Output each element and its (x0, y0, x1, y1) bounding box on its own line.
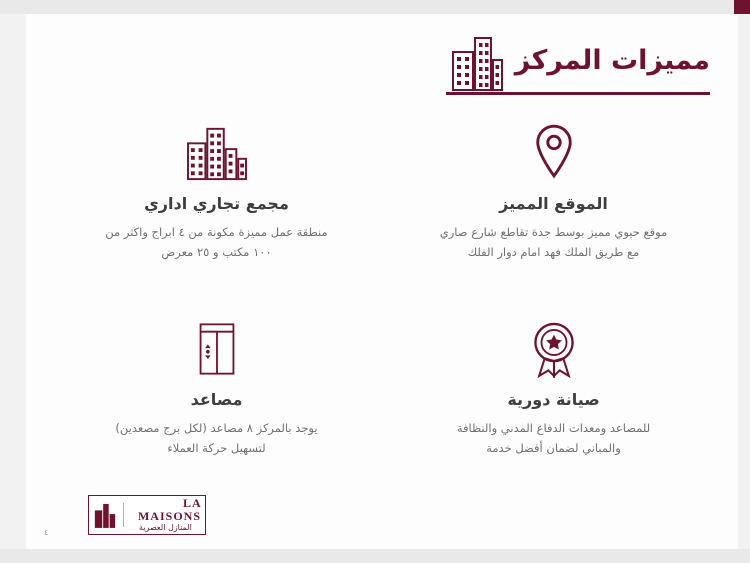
feature-elevators (60, 314, 373, 458)
logo-building-icon (93, 501, 117, 529)
feature-heading: الموقع المميز (499, 194, 608, 213)
page-number: ٤ (44, 528, 49, 537)
page-title-text: مميزات المركز (514, 45, 710, 77)
location-pin-icon (532, 118, 576, 182)
feature-body: موقع حيوي مميز بوسط جدة تقاطع شارع صاري مع طريق الملك فهد امام دوار الفلك (439, 225, 668, 260)
logo-text (130, 497, 201, 533)
logo-tagline: المنازل العصرية (139, 523, 192, 533)
right-edge-strip (738, 14, 750, 549)
feature-location (397, 118, 710, 262)
features-grid (60, 118, 710, 459)
feature-body: يوجد بالمركز ٨ مصاعد (لكل برج مصعدين) لتسهيل حركة العملاء (115, 421, 318, 456)
bottom-band (0, 549, 750, 563)
elevator-icon (196, 314, 238, 378)
corner-accent-bar (734, 0, 750, 14)
buildings-icon (449, 30, 505, 92)
left-edge-strip (0, 14, 26, 549)
feature-body: للمصاعد ومعدات الدفاع المدني والنظافة والمباني لضمان أفضل خدمة (456, 421, 651, 456)
feature-heading: مجمع تجاري اداري (144, 194, 289, 213)
page-title (449, 30, 710, 92)
logo-name: LA MAISONS (137, 496, 201, 523)
feature-heading: مصاعد (190, 390, 243, 410)
feature-maintenance (397, 314, 710, 458)
feature-complex (60, 118, 373, 262)
award-ribbon-icon (528, 314, 580, 378)
top-band (0, 0, 750, 14)
feature-body: منطقة عمل مميزة مكونة من ٤ ابراج واكثر من ١٠٠ مكتب و ٢٥ معرض (105, 225, 328, 260)
title-underline (446, 92, 710, 95)
feature-heading: صيانة دورية (507, 390, 600, 410)
logo-divider (123, 503, 124, 527)
company-logo (88, 495, 206, 535)
office-buildings-icon (184, 118, 250, 182)
